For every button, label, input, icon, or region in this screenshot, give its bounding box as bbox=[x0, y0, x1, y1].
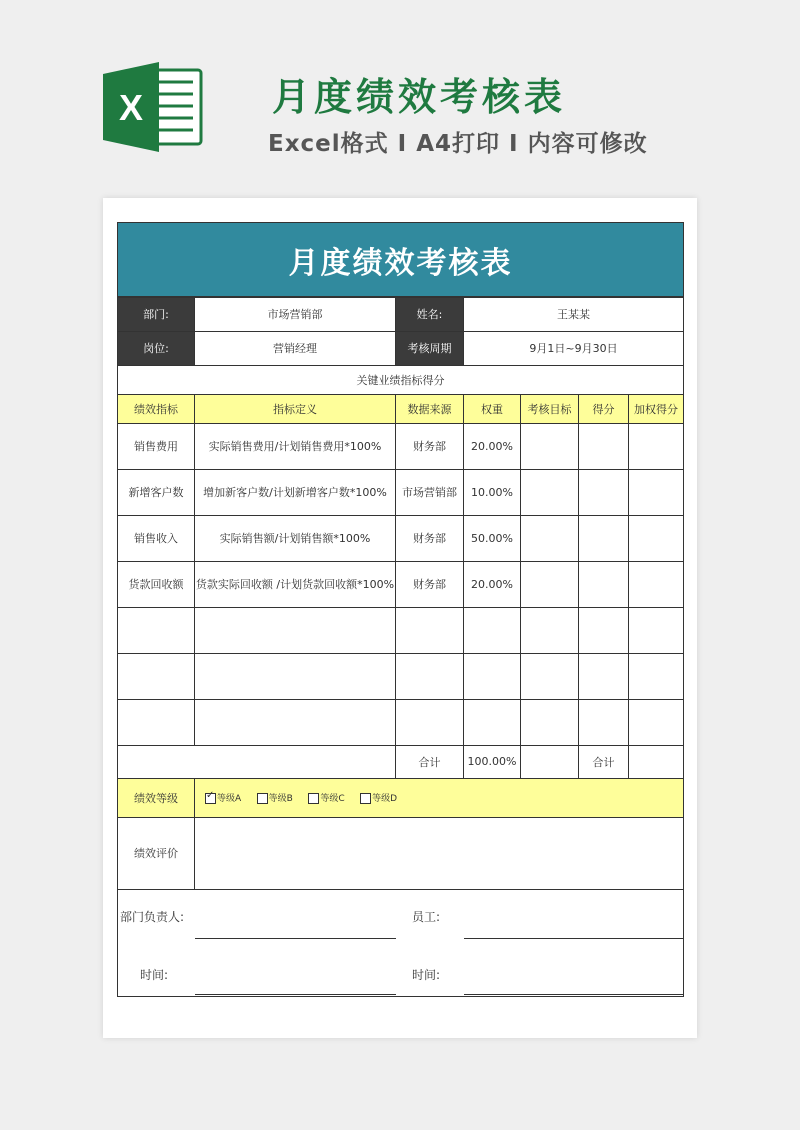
table-cell[interactable] bbox=[629, 699, 684, 745]
grade-option-label: 等级B bbox=[268, 794, 293, 805]
hero-title: 月度绩效考核表 bbox=[272, 75, 567, 119]
table-cell[interactable]: 货款回收额 bbox=[118, 561, 195, 607]
employee-signature-line[interactable] bbox=[464, 938, 684, 939]
column-header: 权重 bbox=[464, 394, 521, 423]
grade-row bbox=[118, 778, 684, 817]
table-cell[interactable] bbox=[195, 653, 396, 699]
table-cell[interactable] bbox=[195, 607, 396, 653]
post-value[interactable]: 营销经理 bbox=[195, 331, 396, 365]
checkbox-icon[interactable] bbox=[257, 793, 268, 804]
table-cell[interactable]: 销售收入 bbox=[118, 515, 195, 561]
table-cell[interactable]: 实际销售额/计划销售额*100% bbox=[195, 515, 396, 561]
performance-sheet bbox=[117, 222, 684, 997]
total-label: 合计 bbox=[396, 745, 464, 778]
table-cell[interactable]: 财务部 bbox=[396, 423, 464, 469]
table-cell[interactable]: 20.00% bbox=[464, 561, 521, 607]
name-label: 姓名: bbox=[396, 297, 464, 331]
table-row bbox=[118, 699, 684, 745]
evaluation-row bbox=[118, 817, 684, 889]
table-row bbox=[118, 515, 684, 561]
table-cell[interactable]: 50.00% bbox=[464, 515, 521, 561]
table-cell[interactable] bbox=[629, 653, 684, 699]
total-label-2: 合计 bbox=[579, 745, 629, 778]
table-cell[interactable] bbox=[629, 561, 684, 607]
grade-label: 绩效等级 bbox=[118, 778, 195, 817]
table-cell[interactable]: 财务部 bbox=[396, 515, 464, 561]
total-weighted-score[interactable] bbox=[629, 745, 684, 778]
table-cell[interactable] bbox=[579, 515, 629, 561]
table-cell[interactable]: 10.00% bbox=[464, 469, 521, 515]
table-cell[interactable] bbox=[579, 653, 629, 699]
table-cell[interactable] bbox=[521, 423, 579, 469]
table-row bbox=[118, 469, 684, 515]
table-row bbox=[118, 653, 684, 699]
excel-logo-icon bbox=[103, 62, 203, 152]
table-cell[interactable] bbox=[629, 607, 684, 653]
table-cell[interactable] bbox=[579, 607, 629, 653]
evaluation-label: 绩效评价 bbox=[118, 817, 195, 889]
column-header: 指标定义 bbox=[195, 394, 396, 423]
total-target[interactable] bbox=[521, 745, 579, 778]
table-cell[interactable] bbox=[464, 699, 521, 745]
post-label: 岗位: bbox=[118, 331, 195, 365]
table-row bbox=[118, 607, 684, 653]
checked-checkbox-icon[interactable] bbox=[205, 793, 216, 804]
grade-option-label: 等级D bbox=[372, 794, 398, 805]
column-header: 得分 bbox=[579, 394, 629, 423]
table-cell[interactable] bbox=[195, 699, 396, 745]
total-weight: 100.00% bbox=[464, 745, 521, 778]
checkbox-icon[interactable] bbox=[308, 793, 319, 804]
table-cell[interactable]: 增加新客户数/计划新增客户数*100% bbox=[195, 469, 396, 515]
dept-value[interactable]: 市场营销部 bbox=[195, 297, 396, 331]
grade-option-b[interactable] bbox=[257, 791, 293, 804]
table-cell[interactable] bbox=[396, 607, 464, 653]
grade-option-a[interactable] bbox=[205, 791, 241, 804]
grade-option-label: 等级C bbox=[320, 794, 345, 805]
manager-time-label: 时间: bbox=[140, 967, 169, 982]
table-cell[interactable] bbox=[579, 423, 629, 469]
total-row bbox=[118, 745, 684, 778]
employee-time-line[interactable] bbox=[464, 994, 684, 995]
table-cell[interactable]: 货款实际回收额 /计划货款回收额*100% bbox=[195, 561, 396, 607]
svg-text:X: X bbox=[118, 87, 144, 128]
table-row bbox=[118, 423, 684, 469]
manager-time-line[interactable] bbox=[195, 994, 396, 995]
table-cell[interactable] bbox=[396, 699, 464, 745]
column-header: 加权得分 bbox=[629, 394, 684, 423]
table-cell[interactable]: 新增客户数 bbox=[118, 469, 195, 515]
table-cell[interactable] bbox=[521, 515, 579, 561]
signature-area bbox=[118, 889, 684, 996]
dept-label: 部门: bbox=[118, 297, 195, 331]
table-cell[interactable]: 实际销售费用/计划销售费用*100% bbox=[195, 423, 396, 469]
column-header: 考核目标 bbox=[521, 394, 579, 423]
table-cell[interactable] bbox=[521, 699, 579, 745]
manager-signature-label: 部门负责人: bbox=[120, 909, 185, 924]
column-header: 数据来源 bbox=[396, 394, 464, 423]
table-cell[interactable] bbox=[521, 469, 579, 515]
table-cell[interactable] bbox=[521, 561, 579, 607]
table-cell[interactable]: 20.00% bbox=[464, 423, 521, 469]
employee-time-label: 时间: bbox=[412, 967, 441, 982]
period-value[interactable]: 9月1日~9月30日 bbox=[464, 331, 684, 365]
table-cell[interactable] bbox=[464, 607, 521, 653]
table-cell[interactable] bbox=[579, 699, 629, 745]
table-cell[interactable] bbox=[464, 653, 521, 699]
checkbox-icon[interactable] bbox=[360, 793, 371, 804]
table-cell[interactable] bbox=[118, 699, 195, 745]
column-header: 绩效指标 bbox=[118, 394, 195, 423]
table-cell[interactable] bbox=[521, 653, 579, 699]
table-cell[interactable]: 市场营销部 bbox=[396, 469, 464, 515]
table-cell[interactable] bbox=[629, 515, 684, 561]
table-cell[interactable] bbox=[396, 653, 464, 699]
name-value[interactable]: 王某某 bbox=[464, 297, 684, 331]
column-header-row bbox=[118, 394, 684, 423]
table-cell[interactable] bbox=[579, 469, 629, 515]
table-row bbox=[118, 561, 684, 607]
table-cell[interactable] bbox=[629, 469, 684, 515]
grade-option-d[interactable] bbox=[360, 791, 397, 804]
section-title: 关键业绩指标得分 bbox=[118, 365, 684, 394]
period-label: 考核周期 bbox=[396, 331, 464, 365]
table-cell[interactable]: 销售费用 bbox=[118, 423, 195, 469]
grade-options bbox=[195, 778, 684, 817]
table-cell[interactable] bbox=[118, 607, 195, 653]
table-cell[interactable] bbox=[579, 561, 629, 607]
employee-signature-label: 员工: bbox=[412, 909, 441, 924]
grade-option-label: 等级A bbox=[217, 794, 242, 805]
table-cell[interactable]: 财务部 bbox=[396, 561, 464, 607]
grade-option-c[interactable] bbox=[308, 791, 344, 804]
total-blank bbox=[118, 745, 396, 778]
hero-subtitle: Excel格式 I A4打印 I 内容可修改 bbox=[268, 131, 648, 157]
table-cell[interactable] bbox=[629, 423, 684, 469]
sheet-title: 月度绩效考核表 bbox=[118, 223, 684, 298]
table-cell[interactable] bbox=[521, 607, 579, 653]
evaluation-field[interactable] bbox=[195, 817, 684, 889]
table-cell[interactable] bbox=[118, 653, 195, 699]
manager-signature-line[interactable] bbox=[195, 938, 396, 939]
